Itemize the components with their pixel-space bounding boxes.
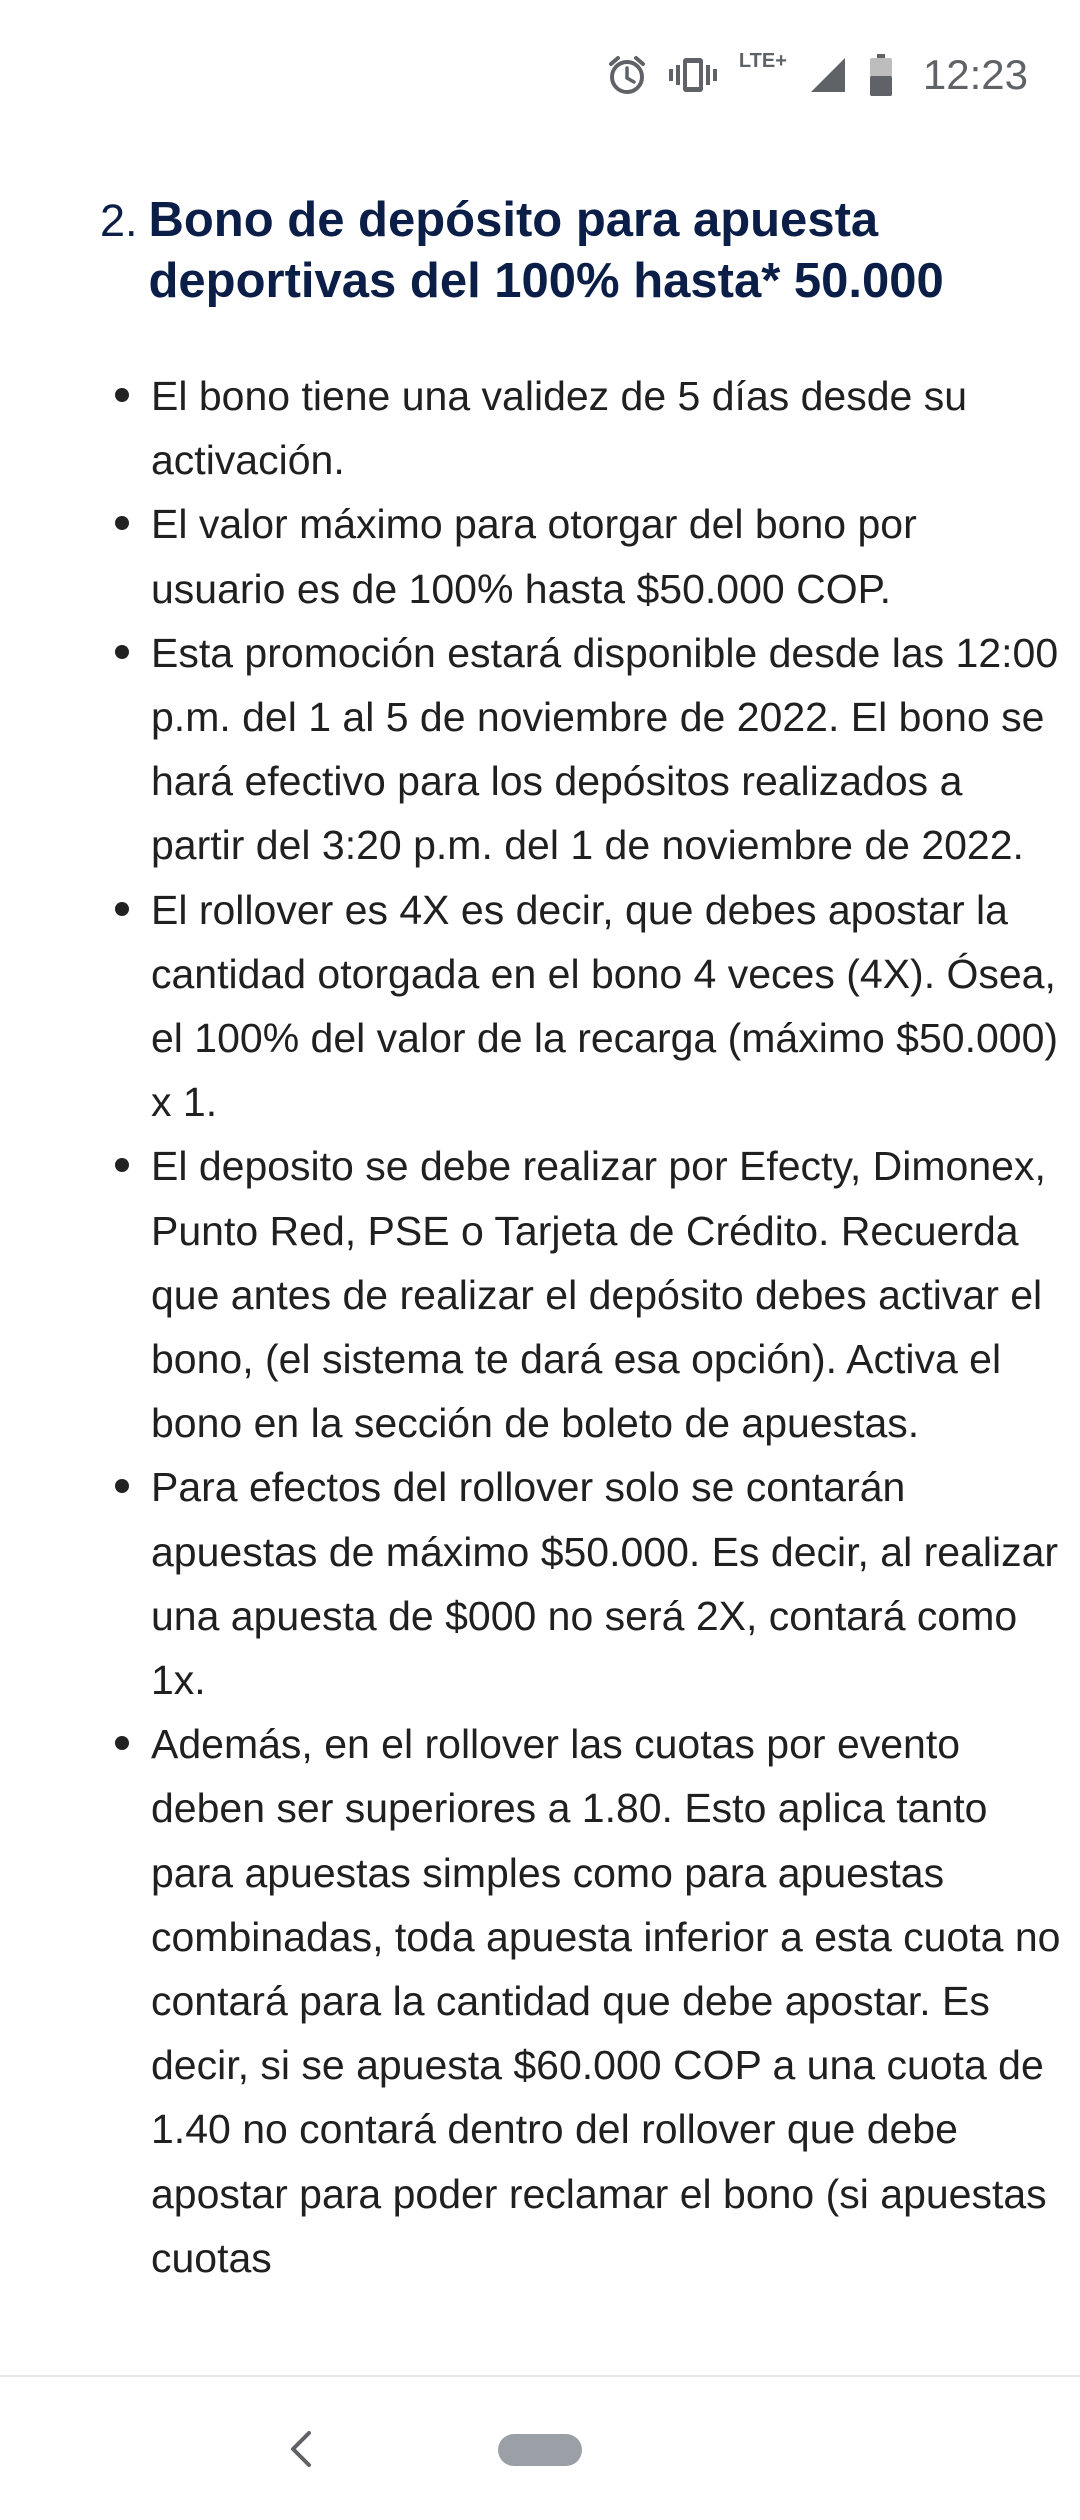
list-item: El deposito se debe realizar por Efecty, Dimonex, Punto Red, PSE o Tarjeta de Crédito. Recuerda que antes de realizar el depósito debes activar el bono, (el sistema te dará esa opción). Activa el bono en la sección de boleto de apuestas.	[0, 1134, 1080, 1455]
terms-list	[0, 364, 1080, 2290]
status-time: 12:23	[922, 51, 1028, 98]
list-item: El bono tiene una validez de 5 días desde su activación.	[0, 364, 1080, 492]
promo-content	[0, 190, 1080, 2375]
home-pill-button[interactable]	[498, 2434, 582, 2466]
list-item: Para efectos del rollover solo se contarán apuestas de máximo $50.000. Es decir, al realizar una apuesta de $000 no será 2X, contará como 1x.	[0, 1455, 1080, 1712]
network-type-label: LTE+	[738, 49, 787, 72]
alarm-icon	[607, 54, 647, 96]
list-item: Además, en el rollover las cuotas por evento deben ser superiores a 1.80. Esto aplica tanto para apuestas simples como para apuestas combinadas, toda apuesta inferior a esta cuota no contará para la cantidad que debe apostar. Es decir, si se apuesta $60.000 COP a una cuota de 1.40 no contará dentro del rollover que debe apostar para poder reclamar el bono (si apuestas cuotas	[0, 1712, 1080, 2290]
back-icon[interactable]	[283, 2429, 319, 2469]
navigation-bar	[0, 2375, 1080, 2520]
list-item: Esta promoción estará disponible desde las 12:00 p.m. del 1 al 5 de noviembre de 2022. El bono se hará efectivo para los depósitos realizados a partir del 3:20 p.m. del 1 de noviembre de 2022.	[0, 621, 1080, 878]
battery-icon	[869, 54, 893, 96]
list-item: El rollover es 4X es decir, que debes apostar la cantidad otorgada en el bono 4 veces (4X). Ósea, el 100% del valor de la recarga (máximo $50.000) x 1.	[0, 878, 1080, 1135]
heading-number: 2.	[100, 195, 138, 246]
list-item: El valor máximo para otorgar del bono por usuario es de 100% hasta $50.000 COP.	[0, 492, 1080, 620]
section-heading	[0, 190, 1080, 312]
vibrate-icon	[669, 55, 717, 95]
status-bar	[0, 0, 1080, 150]
heading-title: Bono de depósito para apuesta deportivas del 100% hasta* 50.000	[148, 193, 944, 308]
signal-icon	[809, 56, 847, 94]
